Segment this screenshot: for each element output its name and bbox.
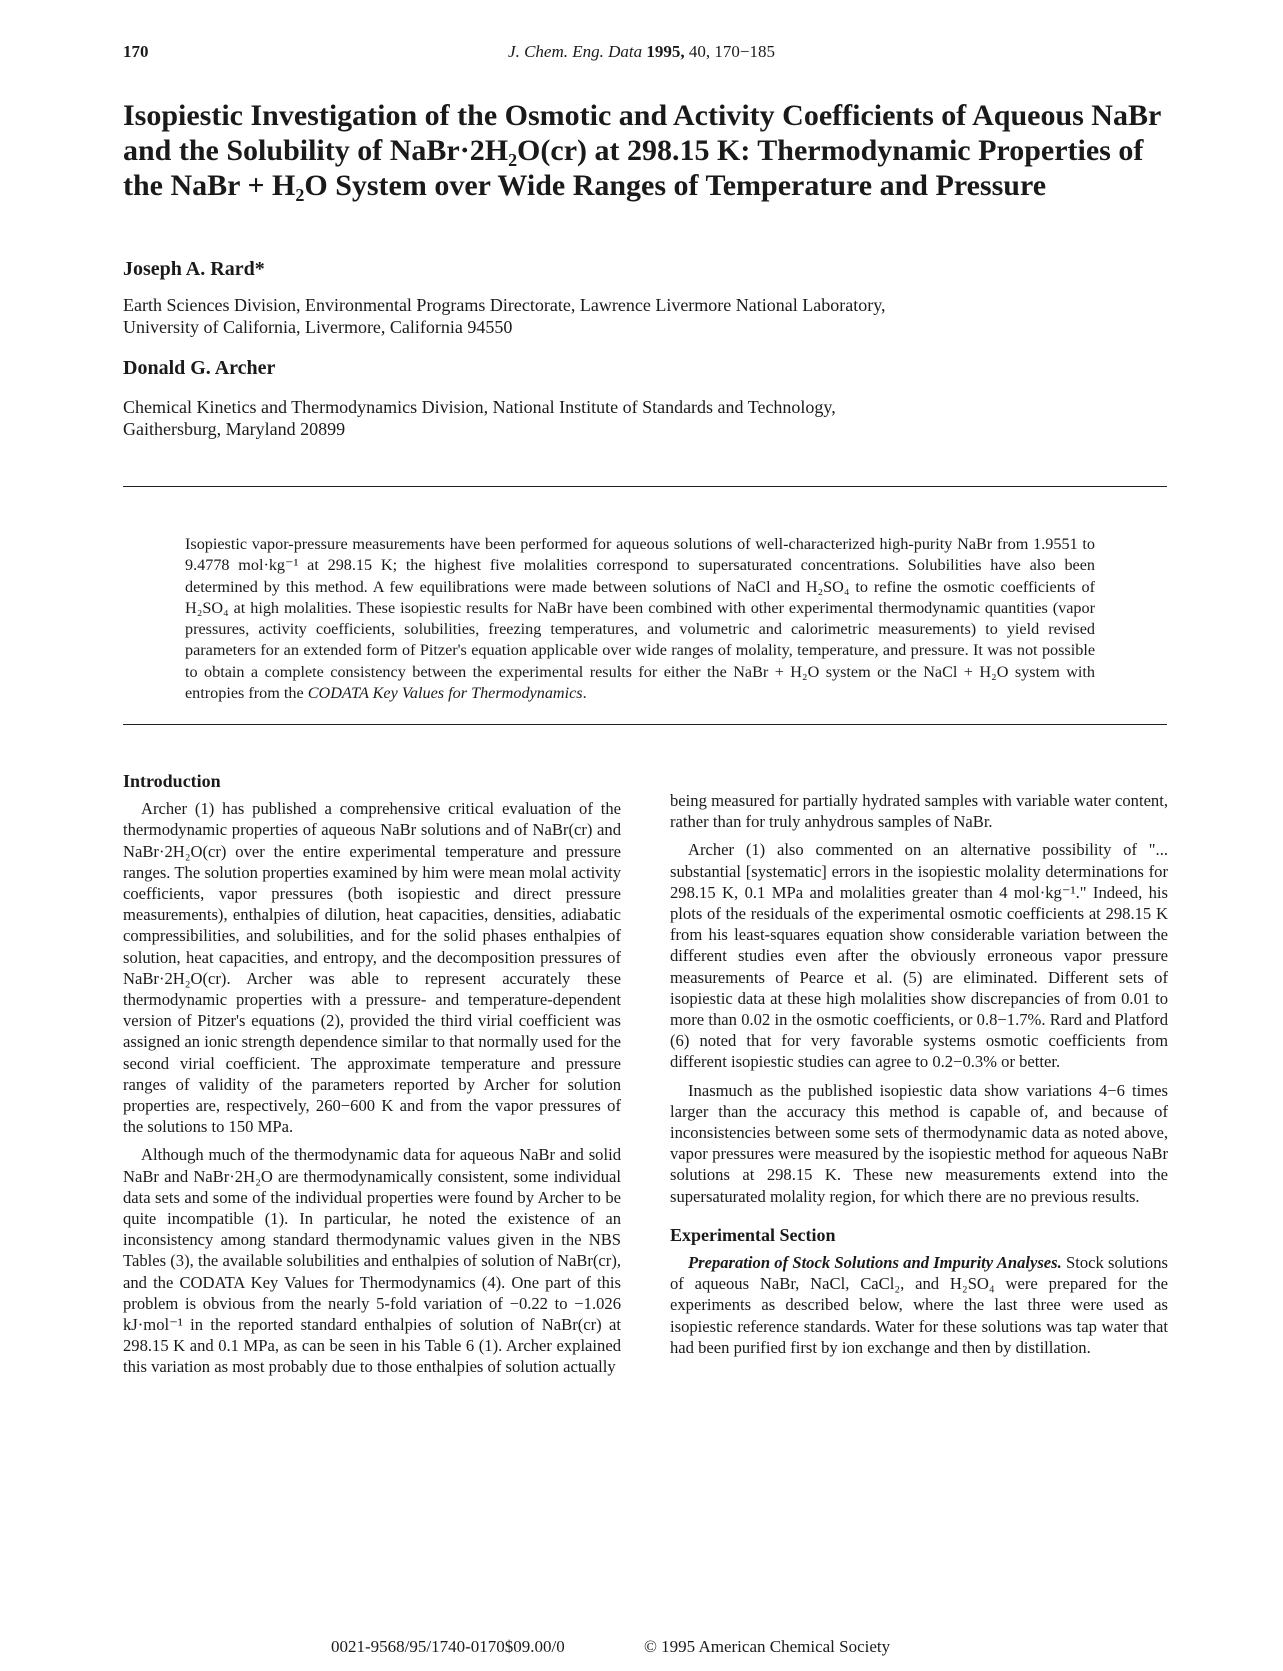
subsection-text: Stock solutions of aqueous NaBr, NaCl, CaCl₂, and H₂SO₄ were prepared for the experiments as described below, where the last three were used as isopiestic reference standards. Water for these solutions was tap water that had been purified first by ion exchange and then by distillation. [670,1253,1168,1357]
section-heading-experimental: Experimental Section [670,1224,836,1245]
journal-year: 1995, [646,42,685,61]
abstract-end: . [582,684,587,703]
journal-volume-pages: 40, 170−185 [688,42,775,61]
paragraph: Although much of the thermodynamic data for aqueous NaBr and solid NaBr and NaBr·2H₂O are thermodynamically consistent, some individual data sets and some of the individual properties were found by Archer to be quite incompatible (1). In particular, he noted the existence of an inconsistency among standard thermodynamic values given in the NBS Tables (3), the available solubilities and enthalpies of solution of NaBr(cr), and the CODATA Key Values for Thermodynamics (4). One part of this problem is obvious from the nearly 5-fold variation of −0.22 to −1.026 kJ·mol⁻¹ in the reported standard enthalpies of solution of NaBr(cr) at 298.15 K and 0.1 MPa, as can be seen in his Table 6 (1). Archer explained this variation as most probably due to those enthalpies of solution actually [123,1145,621,1377]
paragraph: Archer (1) also commented on an alternative possibility of "... substantial [systematic] errors in the isopiestic molality determinations for 298.15 K, 0.1 MPa and molalities greater than 4 mol·kg⁻¹." Indeed, his plots of the residuals of the experimental osmotic coefficients at 298.15 K from his least-squares equation show considerable variation between the different studies even after the obviously erroneous vapor pressure measurements of Pearce et al. (5) are eliminated. Different sets of isopiestic data at these high molalities show discrepancies of from 0.01 to more than 0.02 in the osmotic coefficients, or 0.8−1.7%. Rard and Platford (6) noted that for very favorable systems osmotic coefficients from different isopiestic studies can agree to 0.2−0.3% or better. [670,840,1168,1072]
journal-name: J. Chem. Eng. Data [508,42,643,61]
copyright-notice: © 1995 American Chemical Society [644,1637,891,1656]
paragraph: being measured for partially hydrated samples with variable water content, rather than for truly anhydrous samples of NaBr. [670,791,1168,832]
affiliation-line: Gaithersburg, Maryland 20899 [123,419,346,439]
abstract-bottom-rule [123,724,1167,725]
author-name: Joseph A. Rard* [123,258,265,280]
affiliation-line: Chemical Kinetics and Thermodynamics Division, National Institute of Standards and Technology, [123,397,836,417]
journal-citation [0,42,1283,62]
abstract-top-rule [123,486,1167,487]
left-column [123,771,621,1385]
paragraph: Archer (1) has published a comprehensive critical evaluation of the thermodynamic properties of aqueous NaBr solutions and of NaBr(cr) and NaBr·2H₂O(cr) over the entire experimental temperature and pressure ranges. The solution properties examined by him were mean molal activity coefficients, vapor pressures (both isopiestic and direct pressure measurements), enthalpies of dilution, heat capacities, densities, adiabatic compressibilities, and solubilities, and for the solid phases enthalpies of solution, heat capacities, and entropy, and the decomposition pressures of NaBr·2H₂O(cr). Archer was able to represent accurately these thermodynamic properties with a pressure- and temperature-dependent version of Pitzer's equations (2), provided the third virial coefficient was assigned an ionic strength dependence similar to that normally used for the second virial coefficient. The approximate temperature and pressure ranges of validity of the parameters reported by Archer for solution properties are, respectively, 260−600 K and from the vapor pressures of the solutions to 150 MPa. [123,799,621,1137]
paragraph: Inasmuch as the published isopiestic data show variations 4−6 times larger than the accuracy this method is capable of, and because of inconsistencies between some sets of thermodynamic data as noted above, vapor pressures were measured by the isopiestic method for aqueous NaBr solutions at 298.15 K. These new measurements extend into the supersaturated molality region, for which there are no previous results. [670,1080,1168,1206]
author-affiliation [123,294,1173,338]
affiliation-line: Earth Sciences Division, Environmental Programs Directorate, Lawrence Livermore National Laboratory, [123,295,886,315]
right-column [670,790,1168,1365]
paragraph [670,1252,1168,1358]
author-name: Donald G. Archer [123,357,276,379]
section-heading-introduction: Introduction [123,771,221,791]
abstract-text: Isopiestic vapor-pressure measurements have been performed for aqueous solutions of well-characterized high-purity NaBr from 1.9551 to 9.4778 mol·kg⁻¹ at 298.15 K; the highest five molalities correspond to supersaturated concentrations. Solubilities have also been determined by this method. A few equilibrations were made between solutions of NaCl and H₂SO₄ to refine the osmotic coefficients of H₂SO₄ at high molalities. These isopiestic results for NaBr have been combined with other experimental thermodynamic quantities (vapor pressures, activity coefficients, solubilities, freezing temperatures, and volumetric and calorimetric measurements) to yield revised parameters for an extended form of Pitzer's equation applicable over wide ranges of molality, temperature, and pressure. It was not possible to obtain a complete consistency between the experimental results for either the NaBr + H₂O system or the NaCl + H₂O system with entropies from the [185,535,1095,703]
article-title: Isopiestic Investigation of the Osmotic and Activity Coefficients of Aqueous NaBr and the Solubility of NaBr·2H₂O(cr) at 298.15 K: Thermodynamic Properties of the NaBr + H₂O System over Wide Ranges of Temperature and Pressure [123,99,1161,202]
subsection-heading: Preparation of Stock Solutions and Impurity Analyses. [688,1253,1062,1273]
affiliation-line: University of California, Livermore, California 94550 [123,317,513,337]
issn-code: 0021-9568/95/1740-0170$09.00/0 [331,1637,565,1656]
author-affiliation [123,396,1173,440]
page-number: 170 [123,42,149,61]
abstract [185,534,1095,704]
abstract-italic-reference: CODATA Key Values for Thermodynamics [307,684,583,703]
